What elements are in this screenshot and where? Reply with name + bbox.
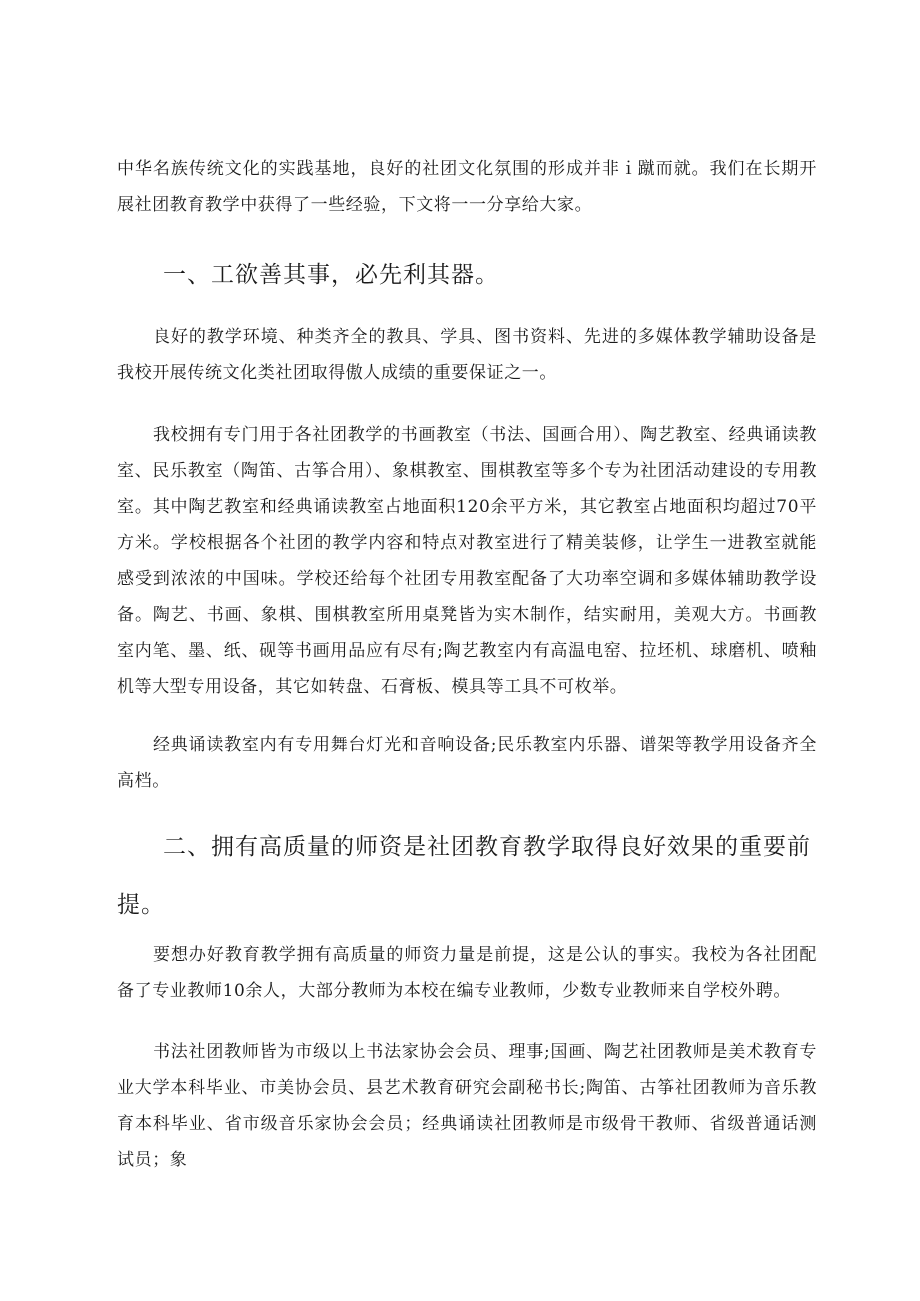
paragraph-teacher-qualifications: 书法社团教师皆为市级以上书法家协会会员、理事;国画、陶艺社团教师是美术教育专业大学本科毕业、市美协会员、县艺术教育研究会副秘书长;陶笛、古筝社团教师为音乐教育本科毕业、省市级音乐家协会会员；经典诵读社团教师是市级骨干教师、省级普通话测试员；象: [117, 1042, 817, 1170]
section-heading-1: 一、工欲善其事，必先利其器。: [163, 262, 499, 288]
paragraph-teachers: 要想办好教育教学拥有高质量的师资力量是前提，这是公认的事实。我校为各社团配备了专业教师10余人，大部分教师为本校在编专业教师，少数专业教师来自学校外聘。: [117, 945, 817, 1001]
paragraph-classrooms: 我校拥有专门用于各社团教学的书画教室（书法、国画合用）、陶艺教室、经典诵读教室、民乐教室（陶笛、古筝合用）、象棋教室、围棋教室等多个专为社团活动建设的专用教室。其中陶艺教室和经典诵读教室占地面积120余平方米，其它教室占地面积均超过70平方米。学校根据各个社团的教学内容和特点对教室进行了精美装修，让学生一进教室就能感受到浓浓的中国味。学校还给每个社团专用教室配备了大功率空调和多媒体辅助教学设备。陶艺、书画、象棋、围棋教室所用桌凳皆为实木制作，结实耐用，美观大方。书画教室内笔、墨、纸、砚等书画用品应有尽有;陶艺教室内有高温电窑、拉坯机、球磨机、喷釉机等大型专用设备，其它如转盘、石膏板、模具等工具不可枚举。: [117, 425, 817, 697]
intro-paragraph: 中华名族传统文化的实践基地，良好的社团文化氛围的形成并非ｉ蹴而就。我们在长期开展社团教育教学中获得了一些经验，下文将一一分享给大家。: [117, 159, 817, 215]
paragraph-reading-music-rooms: 经典诵读教室内有专用舞台灯光和音响设备;民乐教室内乐器、谱架等教学用设备齐全高档。: [117, 735, 817, 791]
paragraph-equipment: 良好的教学环境、种类齐全的教具、学具、图书资料、先进的多媒体教学辅助设备是我校开展传统文化类社团取得傲人成绩的重要保证之一。: [117, 327, 817, 383]
section-heading-2: 二、拥有高质量的师资是社团教育教学取得良好效果的重要前提。: [117, 834, 811, 918]
